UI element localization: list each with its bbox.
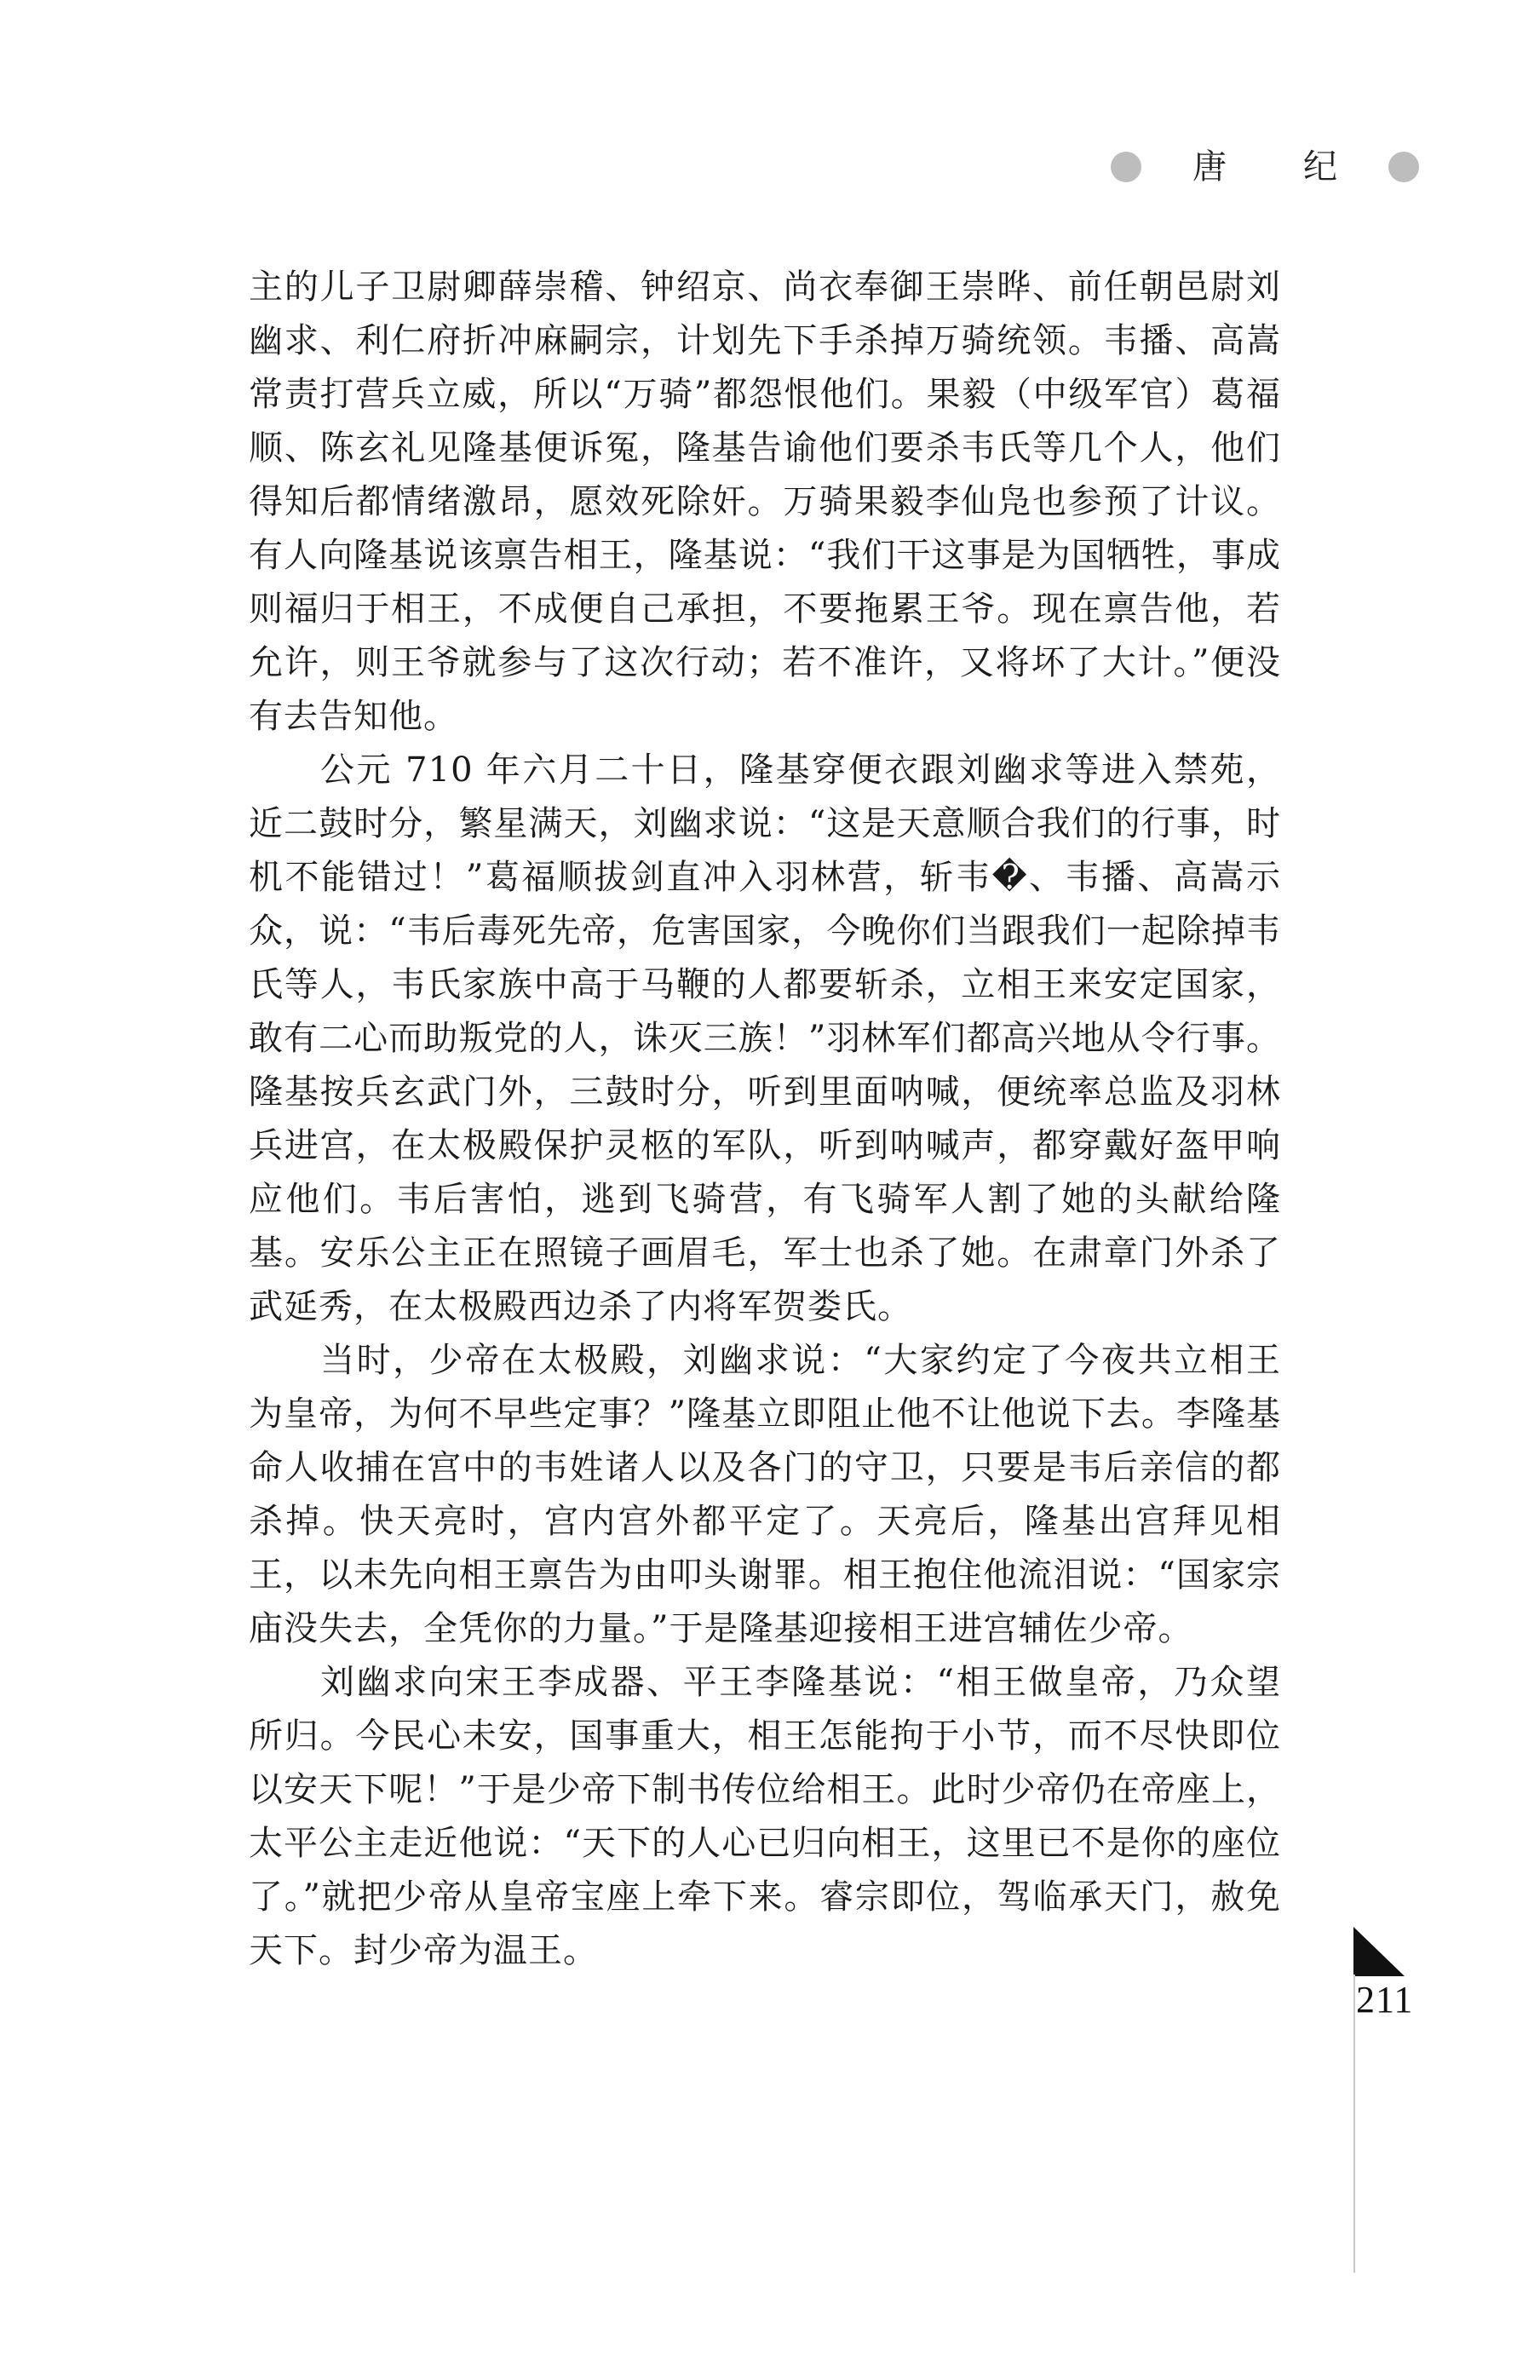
page-corner-triangle-icon	[1353, 1927, 1405, 1976]
header-left-dot-icon	[1111, 152, 1141, 182]
paragraph-3: 当时，少帝在太极殿，刘幽求说：“大家约定了今夜共立相王为皇帝，为何不早些定事？”隆基立即阻止他不让他说下去。李隆基命人收捕在宫中的韦姓诸人以及各门的守卫，只要是韦后亲信的都杀掉。快天亮时，宫内宫外都平定了。天亮后，隆基出宫拜见相王，以未先向相王禀告为由叩头谢罪。相王抱住他流泪说：“国家宗庙没失去，全凭你的力量。”于是隆基迎接相王进宫辅佐少帝。	[249, 1341, 1281, 1648]
paragraph-2: 公元 710 年六月二十日，隆基穿便衣跟刘幽求等进入禁苑，近二鼓时分，繁星满天，刘幽求说：“这是天意顺合我们的行事，时机不能错过！”葛福顺拔剑直冲入羽林营，斩韦�、韦播、高嵩示众，说：“韦后毒死先帝，危害国家，今晚你们当跟我们一起除掉韦氏等人，韦氏家族中高于马鞭的人都要斩杀，立相王来安定国家，敢有二心而助叛党的人，诛灭三族！”羽林军们都高兴地从令行事。隆基按兵玄武门外，三鼓时分，听到里面呐喊，便统率总监及羽林兵进宫，在太极殿保护灵柩的军队，听到呐喊声，都穿戴好盔甲响应他们。韦后害怕，逃到飞骑营，有飞骑军人割了她的头献给隆基。安乐公主正在照镜子画眉毛，军士也杀了她。在肃章门外杀了武延秀，在太极殿西边杀了内将军贺娄氏。	[249, 750, 1281, 1326]
paragraph-4: 刘幽求向宋王李成器、平王李隆基说：“相王做皇帝，乃众望所归。今民心未安，国事重大，相王怎能拘于小节，而不尽快即位以安天下呢！”于是少帝下制书传位给相王。此时少帝仍在帝座上，太平公主走近他说：“天下的人心已归向相王，这里已不是你的座位了。”就把少帝从皇帝宝座上牵下来。睿宗即位，驾临承天门，赦免天下。封少帝为温王。	[249, 1663, 1281, 1970]
running-header	[1107, 145, 1422, 196]
header-title-char-2: 纪	[1303, 147, 1337, 187]
margin-rule	[1353, 1975, 1355, 2273]
header-right-dot-icon	[1388, 152, 1419, 182]
header-title-char-1: 唐	[1192, 147, 1227, 187]
paragraph-1: 主的儿子卫尉卿薛崇稽、钟绍京、尚衣奉御王崇晔、前任朝邑尉刘幽求、利仁府折冲麻嗣宗，计划先下手杀掉万骑统领。韦播、高嵩常责打营兵立威，所以“万骑”都怨恨他们。果毅（中级军官）葛福顺、陈玄礼见隆基便诉冤，隆基告谕他们要杀韦氏等几个人，他们得知后都情绪激昂，愿效死除奸。万骑果毅李仙凫也参预了计议。有人向隆基说该禀告相王，隆基说：“我们干这事是为国牺牲，事成则福归于相王，不成便自己承担，不要拖累王爷。现在禀告他，若允许，则王爷就参与了这次行动；若不准许，又将坏了大计。”便没有去告知他。	[249, 267, 1281, 736]
body-text	[249, 261, 1281, 1978]
page-number: 211	[1356, 1979, 1414, 2021]
